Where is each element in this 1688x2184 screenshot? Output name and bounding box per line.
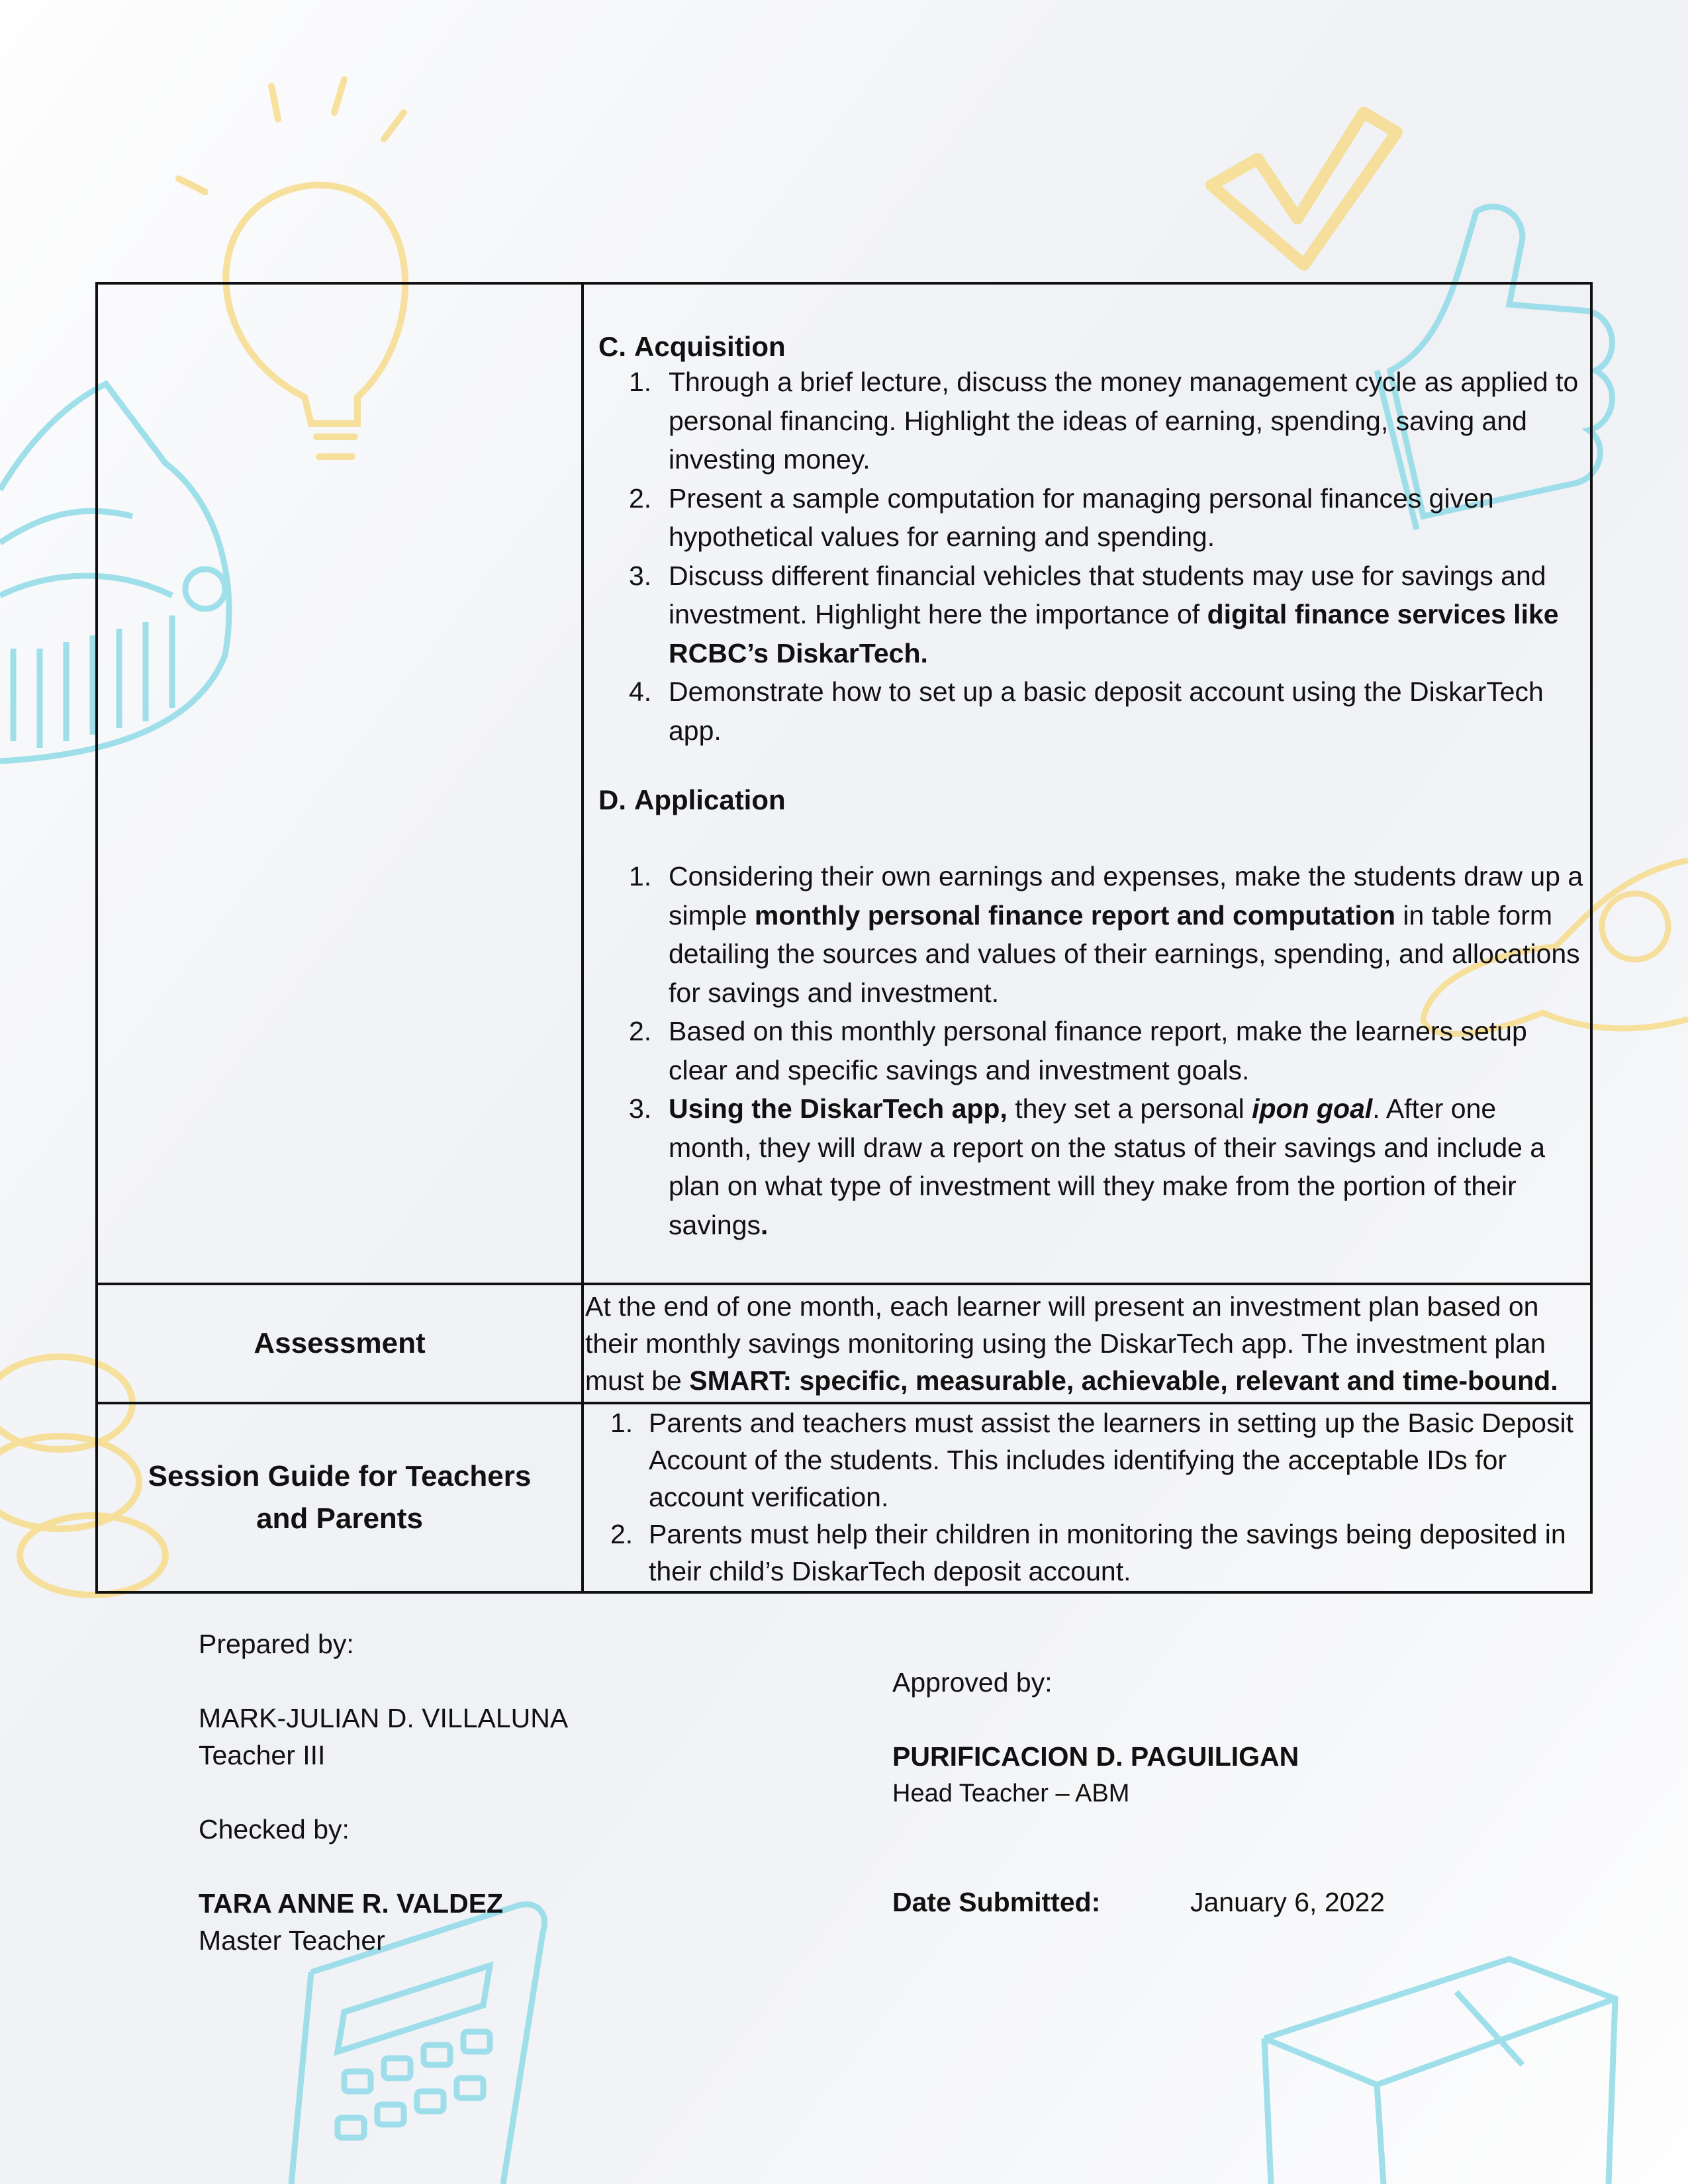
- approved-by-block: [892, 1664, 1299, 1812]
- assessment-label: Assessment: [97, 1284, 583, 1403]
- date-submitted-block: [892, 1884, 1100, 1921]
- date-submitted-label: Date Submitted:: [892, 1887, 1101, 1917]
- application-heading: D. Application: [598, 784, 786, 815]
- approved-by-name: PURIFICACION D. PAGUILIGAN: [892, 1741, 1299, 1772]
- acquisition-heading: C. Acquisition: [598, 331, 786, 362]
- prepared-by-name: MARK-JULIAN D. VILLALUNA: [199, 1703, 569, 1733]
- list-item: 3. Discuss different financial vehicles that students may use for savings and investment. Highlight here the importance of digital finance services like RCBC’s DiskarTech.: [629, 560, 1559, 668]
- assessment-content-cell: [583, 1284, 1591, 1403]
- list-item: 2. Parents must help their children in monitoring the savings being deposited in their child’s DiskarTech deposit account.: [610, 1519, 1566, 1586]
- list-item: 3. Using the DiskarTech app, they set a personal ipon goal. After one month, they will draw a report on the status of their savings and include a plan on what type of investment will they make from the portion of their savings.: [629, 1093, 1546, 1240]
- list-item: 1. Parents and teachers must assist the learners in setting up the Basic Deposit Account of the students. This includes identifying the acceptable IDs for account verification.: [610, 1408, 1574, 1512]
- list-item: 2. Based on this monthly personal finance report, make the learners setup clear and specific savings and investment goals.: [629, 1016, 1527, 1085]
- session-guide-list: [584, 1404, 1590, 1590]
- list-item: 2. Present a sample computation for managing personal finances given hypothetical values for earning and spending.: [629, 482, 1494, 552]
- procedure-label-cell: [97, 283, 583, 1284]
- approved-by-title: Head Teacher – ABM: [892, 1780, 1130, 1807]
- procedure-row: [97, 283, 1591, 1284]
- session-guide-row: [97, 1403, 1591, 1592]
- assessment-text: At the end of one month, each learner will present an investment plan based on their monthly savings monitoring using the DiskarTech app. The investment plan must be SMART: specific, measurable, achievable, relevant and time-bound.: [585, 1291, 1558, 1396]
- list-item: 1. Considering their own earnings and expenses, make the students draw up a simple monthly personal finance report and computation in table form detailing the sources and values of their earnings, spending, and allocations for savings and investment.: [629, 861, 1583, 1008]
- checked-by-label: Checked by:: [199, 1814, 350, 1844]
- acquisition-list: [584, 363, 1590, 750]
- session-guide-content-cell: [583, 1403, 1591, 1592]
- checked-by-name: TARA ANNE R. VALDEZ: [199, 1888, 504, 1919]
- prepared-by-title: Teacher III: [199, 1740, 326, 1770]
- approved-by-label: Approved by:: [892, 1667, 1053, 1698]
- prepared-by-block: [199, 1625, 568, 1774]
- list-item: 4. Demonstrate how to set up a basic deposit account using the DiskarTech app.: [629, 676, 1544, 746]
- lesson-plan-table: [95, 282, 1593, 1594]
- procedure-content-cell: [583, 283, 1591, 1284]
- checked-by-title: Master Teacher: [199, 1925, 385, 1956]
- session-guide-label: Session Guide for Teachers and Parents: [97, 1403, 583, 1592]
- checked-by-block: [199, 1811, 503, 1959]
- prepared-by-label: Prepared by:: [199, 1629, 354, 1659]
- application-list: [584, 857, 1590, 1244]
- date-submitted-value: January 6, 2022: [1190, 1887, 1385, 1917]
- list-item: 1. Through a brief lecture, discuss the money management cycle as applied to personal financing. Highlight the ideas of earning, spending, saving and investing money.: [629, 367, 1579, 475]
- assessment-row: [97, 1284, 1591, 1403]
